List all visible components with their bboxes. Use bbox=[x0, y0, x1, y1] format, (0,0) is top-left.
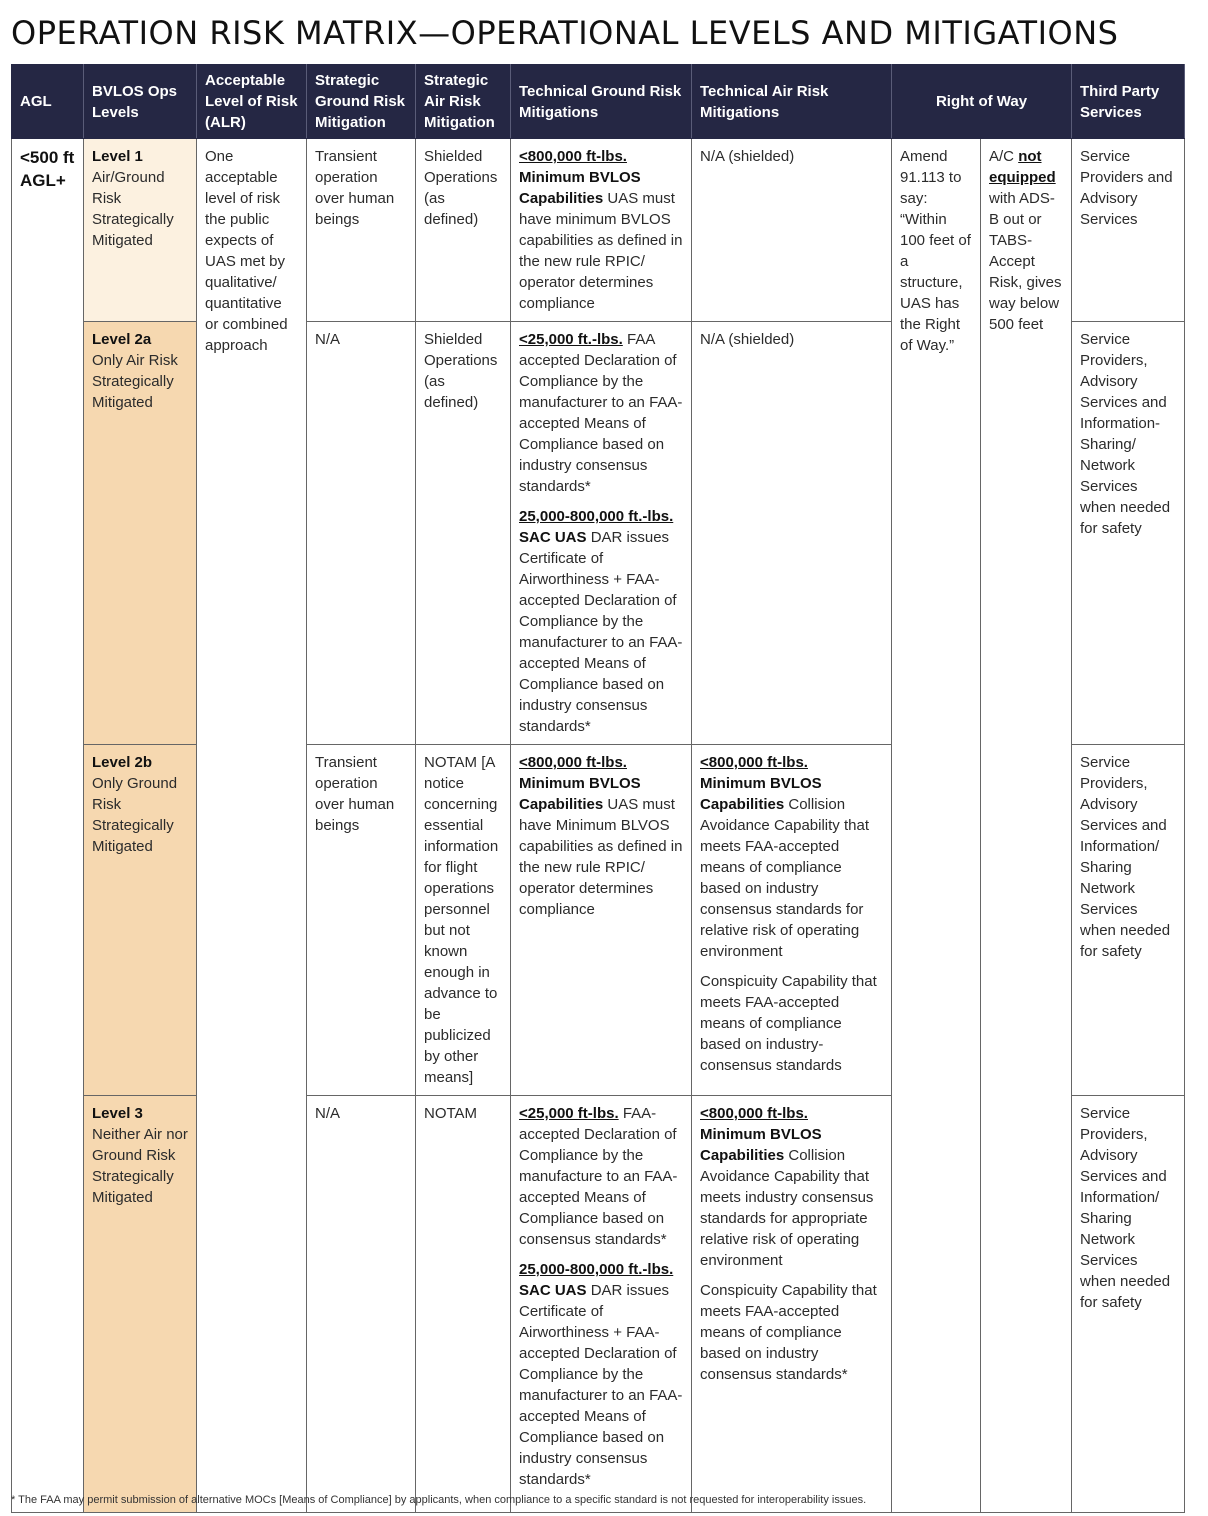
header-third-party-services: Third Party Services bbox=[1072, 65, 1185, 139]
alr-cell: One acceptable level of risk the public expects of UAS met by qualitative/ quantitative or combined approach bbox=[197, 139, 307, 1513]
weight-threshold: 25,000-800,000 ft.-lbs. bbox=[519, 1261, 674, 1278]
mitigation-text: FAA-accepted Declaration of Compliance by the manufacture to an FAA-accepted Means of Compliance based on consensus standards* bbox=[519, 1105, 678, 1248]
mitigation-text: DAR issues Certificate of Airworthiness + FAA-accepted Declaration of Compliance by the manufacturer to an FAA-accepted Means of Compliance based on industry consensus standards* bbox=[519, 1282, 683, 1488]
tgrm-cell bbox=[511, 322, 692, 745]
level-description: Only Ground Risk Strategically Mitigated bbox=[92, 775, 178, 855]
header-bvlos-ops-levels: BVLOS Ops Levels bbox=[84, 65, 197, 139]
mitigation-text: UAS must have minimum BVLOS capabilities as defined in the new rule RPIC/ operator determines compliance bbox=[519, 190, 683, 312]
sarm-cell: NOTAM bbox=[416, 1096, 511, 1513]
tgrm-cell bbox=[511, 745, 692, 1096]
tgrm-cell bbox=[511, 139, 692, 322]
table-row-level-1 bbox=[12, 139, 1185, 322]
risk-matrix-table bbox=[11, 64, 1185, 1513]
header-agl: AGL bbox=[12, 65, 84, 139]
level-cell bbox=[84, 745, 197, 1096]
tps-cell: Service Providers, Advisory Services and Information-Sharing/ Network Services when needed for safety bbox=[1072, 322, 1185, 745]
mitigation-text: FAA accepted Declaration of Compliance by the manufacturer to an FAA-accepted Means of Compliance based on industry consensus standards* bbox=[519, 331, 683, 495]
mitigation-text: DAR issues Certificate of Airworthiness + FAA-accepted Declaration of Compliance by the manufacturer to an FAA-accepted Means of Compliance based on industry consensus standards* bbox=[519, 529, 683, 735]
weight-threshold: <800,000 ft-lbs. bbox=[700, 754, 808, 771]
header-technical-ground-risk: Technical Ground Risk Mitigations bbox=[511, 65, 692, 139]
mitigation-text: UAS must have Minimum BLVOS capabilities as defined in the new rule RPIC/ operator determines compliance bbox=[519, 796, 683, 918]
mitigation-text: Conspicuity Capability that meets FAA-accepted means of compliance based on industry consensus standards* bbox=[700, 1282, 877, 1383]
footnote: * The FAA may permit submission of alternative MOCs [Means of Compliance] by applicants, when compliance to a specific standard is not requested for interoperability issues. bbox=[11, 1494, 867, 1506]
weight-threshold: <800,000 ft-lbs. bbox=[700, 1105, 808, 1122]
level-cell bbox=[84, 322, 197, 745]
right-of-way-emphasis: not equipped bbox=[989, 148, 1056, 186]
weight-threshold: <25,000 ft-lbs. bbox=[519, 1105, 619, 1122]
level-description: Air/Ground Risk Strategically Mitigated bbox=[92, 169, 174, 249]
header-right-of-way: Right of Way bbox=[892, 65, 1072, 139]
mitigation-text: Collision Avoidance Capability that meets industry consensus standards for appropriate relative risk of operating environment bbox=[700, 1147, 874, 1269]
sarm-cell: NOTAM [A notice concerning essential information for flight operations personnel but not known enough in advance to be publicized by other means] bbox=[416, 745, 511, 1096]
sgrm-cell: Transient operation over human beings bbox=[307, 745, 416, 1096]
capability-heading: Minimum BVLOS Capabilities bbox=[519, 775, 641, 813]
capability-heading: Minimum BVLOS Capabilities bbox=[519, 169, 641, 207]
tarm-cell bbox=[692, 1096, 892, 1513]
page-title: OPERATION RISK MATRIX—OPERATIONAL LEVELS AND MITIGATIONS bbox=[11, 14, 1119, 52]
weight-threshold: <25,000 ft.-lbs. bbox=[519, 331, 623, 348]
sgrm-cell: N/A bbox=[307, 322, 416, 745]
level-cell bbox=[84, 1096, 197, 1513]
mitigation-text: Conspicuity Capability that meets FAA-accepted means of compliance based on industry-consensus standards bbox=[700, 973, 877, 1074]
right-of-way-text: with ADS-B out or TABS-Accept Risk, gives way below 500 feet bbox=[989, 190, 1062, 333]
level-label: Level 3 bbox=[92, 1105, 143, 1122]
level-description: Neither Air nor Ground Risk Strategically Mitigated bbox=[92, 1126, 188, 1206]
tps-cell: Service Providers, Advisory Services and Information/ Sharing Network Services when needed for safety bbox=[1072, 1096, 1185, 1513]
header-technical-air-risk: Technical Air Risk Mitigations bbox=[692, 65, 892, 139]
level-label: Level 1 bbox=[92, 148, 143, 165]
tps-cell: Service Providers and Advisory Services bbox=[1072, 139, 1185, 322]
header-row bbox=[12, 65, 1185, 139]
level-cell bbox=[84, 139, 197, 322]
weight-threshold: 25,000-800,000 ft.-lbs. bbox=[519, 508, 674, 525]
agl-cell: <500 ft AGL+ bbox=[12, 139, 84, 1513]
tarm-cell bbox=[692, 745, 892, 1096]
header-strategic-air-risk: Strategic Air Risk Mitigation bbox=[416, 65, 511, 139]
tarm-cell: N/A (shielded) bbox=[692, 139, 892, 322]
tgrm-cell bbox=[511, 1096, 692, 1513]
sgrm-cell: Transient operation over human beings bbox=[307, 139, 416, 322]
level-description: Only Air Risk Strategically Mitigated bbox=[92, 352, 178, 411]
right-of-way-text: A/C bbox=[989, 148, 1015, 165]
level-label: Level 2b bbox=[92, 754, 153, 771]
capability-heading: SAC UAS bbox=[519, 1282, 587, 1299]
weight-threshold: <800,000 ft-lbs. bbox=[519, 754, 627, 771]
sarm-cell: Shielded Operations (as defined) bbox=[416, 139, 511, 322]
right-of-way-aircraft-cell bbox=[981, 139, 1072, 1513]
tps-cell: Service Providers, Advisory Services and Information/ Sharing Network Services when needed for safety bbox=[1072, 745, 1185, 1096]
capability-heading: Minimum BVLOS Capabilities bbox=[700, 775, 822, 813]
capability-heading: Minimum BVLOS Capabilities bbox=[700, 1126, 822, 1164]
weight-threshold: <800,000 ft-lbs. bbox=[519, 148, 627, 165]
sgrm-cell: N/A bbox=[307, 1096, 416, 1513]
capability-heading: SAC UAS bbox=[519, 529, 587, 546]
sarm-cell: Shielded Operations (as defined) bbox=[416, 322, 511, 745]
mitigation-text: Collision Avoidance Capability that meets FAA-accepted means of compliance based on industry consensus standards for relative risk of operating environment bbox=[700, 796, 869, 960]
tarm-cell: N/A (shielded) bbox=[692, 322, 892, 745]
level-label: Level 2a bbox=[92, 331, 152, 348]
header-acceptable-level-of-risk: Acceptable Level of Risk (ALR) bbox=[197, 65, 307, 139]
header-strategic-ground-risk: Strategic Ground Risk Mitigation bbox=[307, 65, 416, 139]
right-of-way-amend-cell: Amend 91.113 to say: “Within 100 feet of a structure, UAS has the Right of Way.” bbox=[892, 139, 981, 1513]
